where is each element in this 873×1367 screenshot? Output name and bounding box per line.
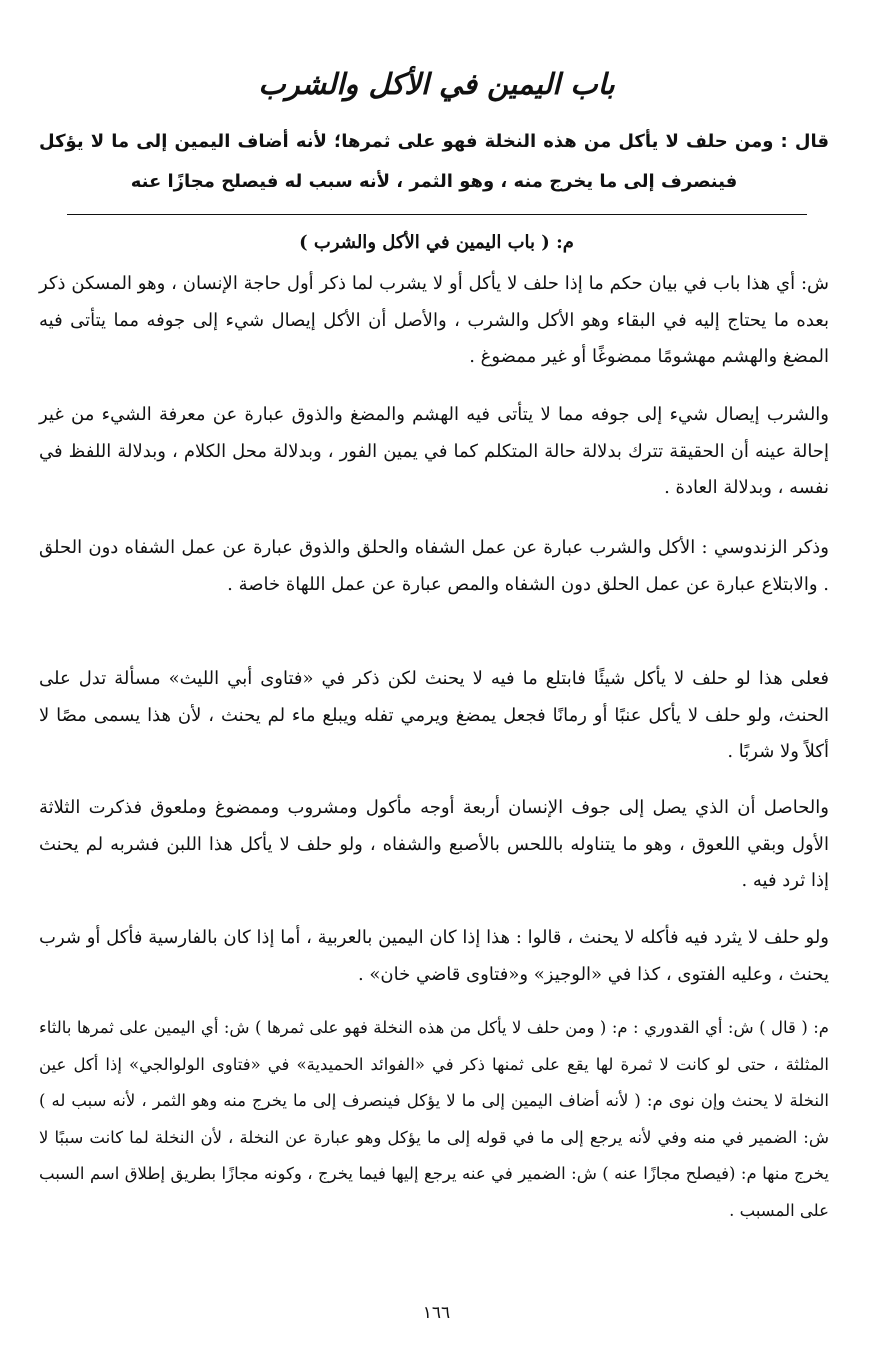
commentary-paragraph: م: ( قال ) ش: أي القدوري : م: ( ومن حلف لا يأكل من هذه النخلة فهو على ثمرها ) ش: أي اليمين على ثمرها بالثاء المثلثة ، حتى لو كانت لا ثمرة لها يقع على ثمنها ذكر في «الفوائد الحميدية» في «فتاوى الولوالجي» إذا أكل عين النخلة لا يحنث وإن نوى م: ( لأنه أضاف اليمين إلى ما لا يؤكل فينصرف إلى ما يخرج منه وهو الثمر ، لأنه سبب له ) ش: الضمير في منه وفي لأنه يرجع إلى ما في قوله إلى ما يؤكل وهو عبارة عن النخلة ، لأن النخلة لما كانت سببًا لا يخرج منها م: (فيصلح مجازًا عنه ) ش: الضمير في عنه يرجع إليها فيما يخرج ، وكونه مجازًا بطريق إطلاق اسم السبب على المسبب . [39,1018,829,1220]
matn-text: قال : ومن حلف لا يأكل من هذه النخلة فهو على ثمرها؛ لأنه أضاف اليمين إلى ما لا يؤكل فينصرف إلى ما يخرج منه ، وهو الثمر ، لأنه سبب له فيصلح مجازًا عنه [39,131,829,192]
chapter-title: باب اليمين في الأكل والشرب [258,67,615,101]
commentary-paragraph: ش: أي هذا باب في بيان حكم ما إذا حلف لا يأكل أو لا يشرب لما ذكر أول حاجة الإنسان ، وهو المسكن ذكر بعده ما يحتاج إليه في البقاء وهو الأكل والشرب ، والأصل أن الأكل إيصال شيء إلى جوفه مما يتأتى فيه المضغ والهشم مهشومًا ممضوغًا أو غير ممضوغ . [39,273,829,367]
commentary-paragraph: فعلى هذا لو حلف لا يأكل شيئًا فابتلع ما فيه لا يحنث لكن ذكر في «فتاوى أبي الليث» مسألة تدل على الحنث، ولو حلف لا يأكل عنبًا أو رمانًا فجعل يمضغ ويرمي تفله ويبلع ماء لم يحنث ، لأن هذا يسمى مصًا لا أكلاً ولا شربًا . [39,668,829,762]
commentary-paragraph: والشرب إيصال شيء إلى جوفه مما لا يتأتى فيه الهشم والمضغ والذوق عبارة عن معرفة الشيء من غير إحالة عينه أن الحقيقة تترك بدلالة حالة المتكلم كما في يمين الفور ، وبدلالة محل الكلام ، وبدلالة اللفظ في نفسه ، وبدلالة العادة . [39,404,829,498]
commentary-paragraph: وذكر الزندوسي : الأكل والشرب عبارة عن عمل الشفاه والحلق والذوق عبارة عن عمل الشفاه دون الحلق . والابتلاع عبارة عن عمل الحلق دون الشفاه والمص عبارة عن عمل اللهاة خاصة . [39,537,829,595]
commentary-heading: م: ( باب اليمين في الأكل والشرب ) [299,232,574,253]
page-number: ١٦٦ [422,1303,451,1323]
commentary-paragraph: والحاصل أن الذي يصل إلى جوف الإنسان أربعة أوجه مأكول ومشروب وممضوغ وملعوق فذكرت الثلاثة الأول وبقي اللعوق ، وهو ما يتناوله باللحس بالأصبع والشفاه ، ولو حلف لا يأكل هذا اللبن فشربه لم يحنث إذا ثرد فيه . [39,797,829,891]
matn-divider [67,214,807,215]
commentary-paragraph: ولو حلف لا يثرد فيه فأكله لا يحنث ، قالوا : هذا إذا كان اليمين بالعربية ، أما إذا كان بالفارسية فأكل أو شرب يحنث ، وعليه الفتوى ، كذا في «الوجيز» و«فتاوى قاضي خان» . [39,927,829,985]
